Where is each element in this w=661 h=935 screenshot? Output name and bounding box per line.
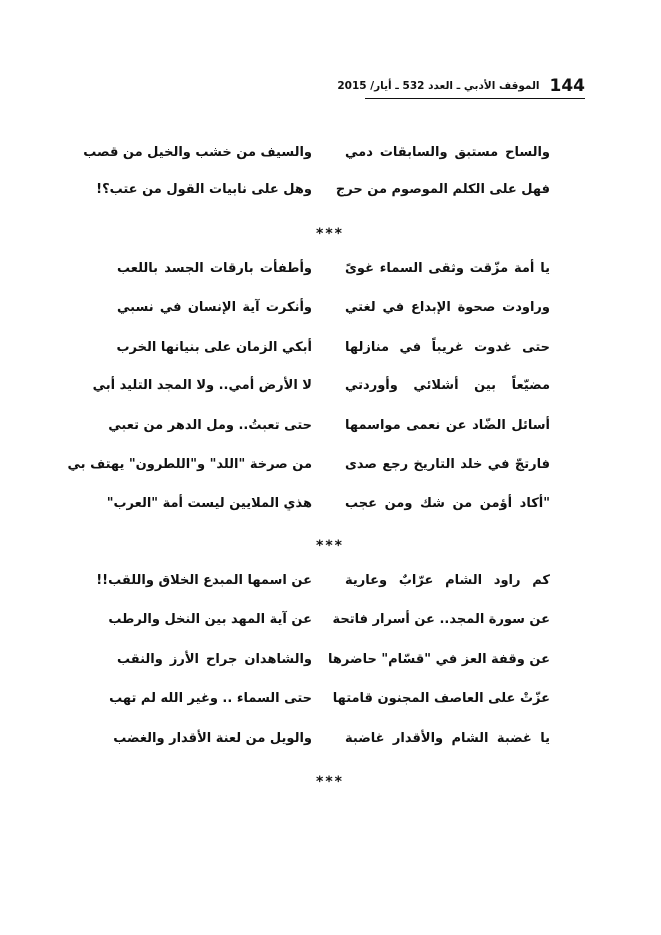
hemistich-right: فهل على الكلم الموصوم من حرج: [335, 182, 550, 197]
hemistich-left: والويل من لعنة الأقدار والغضب: [113, 731, 312, 746]
hemistich-right: كم راود الشام عرّابٌ وعارية: [345, 573, 550, 588]
verse-row: [0, 727, 661, 751]
verse-row: [0, 608, 661, 632]
verse-row: [0, 141, 661, 165]
stanza-separator: ***: [316, 226, 344, 242]
page-header: [337, 74, 585, 99]
hemistich-right: عن وقفة العز في "قسّام" حاضرها: [328, 652, 550, 667]
running-head: الموقف الأدبي ـ العدد 532 ـ أيار/ 2015: [337, 80, 540, 92]
verse-row: [0, 296, 661, 320]
hemistich-left: عن آية المهد بين النخل والرطب: [108, 612, 312, 627]
verse-row: [0, 414, 661, 438]
hemistich-right: فارتجّ في خلد التاريخ رجع صدى: [345, 457, 550, 472]
hemistich-left: وأطفأت بارقات الجسد باللعب: [117, 261, 312, 276]
hemistich-right: يا غضبة الشام والأقدار غاضبة: [345, 731, 550, 746]
page-number: 144: [549, 76, 585, 96]
verse-row: [0, 453, 661, 477]
verse-row: [0, 648, 661, 672]
verse-row: [0, 336, 661, 360]
hemistich-left: هذي الملايين ليست أمة "العرب": [106, 496, 312, 511]
hemistich-right: وراودت صحوة الإبداع في لغتي: [345, 300, 550, 315]
verse-row: [0, 569, 661, 593]
hemistich-right: "أكاد أؤمن من شك ومن عجب: [345, 496, 550, 511]
verse-row: [0, 257, 661, 281]
hemistich-left: والشاهدان جراح الأرز والنقب: [117, 652, 312, 667]
hemistich-left: والسيف من خشب والخيل من قصب: [83, 145, 312, 160]
hemistich-right: أسائل الضّاد عن نعمى مواسمها: [345, 418, 550, 433]
hemistich-right: يا أمة مزّقت وثقى السماء غوىً: [345, 261, 550, 276]
hemistich-left: حتى السماء .. وغير الله لم تهب: [109, 691, 312, 706]
hemistich-right: حتى غدوت غريباً في منازلها: [345, 340, 550, 355]
hemistich-left: من صرخة "اللد" و"اللطرون" يهتف بي: [67, 457, 312, 472]
stanza-separator: ***: [316, 774, 344, 790]
stanza-separator: ***: [316, 538, 344, 554]
hemistich-left: وهل على نابيات القول من عتب؟!: [96, 182, 312, 197]
hemistich-right: والساح مستبق والسابقات دمي: [345, 145, 550, 160]
verse-row: [0, 178, 661, 202]
hemistich-right: مضيّعاً بين أشلائي وأوردتي: [345, 378, 550, 393]
hemistich-left: أبكي الزمان على بنيانها الخرب: [116, 340, 312, 355]
hemistich-left: عن اسمها المبدع الخلاق واللقب!!: [96, 573, 312, 588]
hemistich-left: وأنكرت آية الإنسان في نسبي: [117, 300, 312, 315]
verse-row: [0, 374, 661, 398]
hemistich-right: عن سورة المجد.. عن أسرار فاتحة: [332, 612, 550, 627]
verse-row: [0, 687, 661, 711]
hemistich-left: لا الأرض أمي.. ولا المجد التليد أبي: [92, 378, 312, 393]
hemistich-right: عزّتْ على العاصف المجنون قامتها: [332, 691, 550, 706]
hemistich-left: حتى تعبتُ.. ومل الدهر من تعبي: [108, 418, 312, 433]
verse-row: [0, 492, 661, 516]
